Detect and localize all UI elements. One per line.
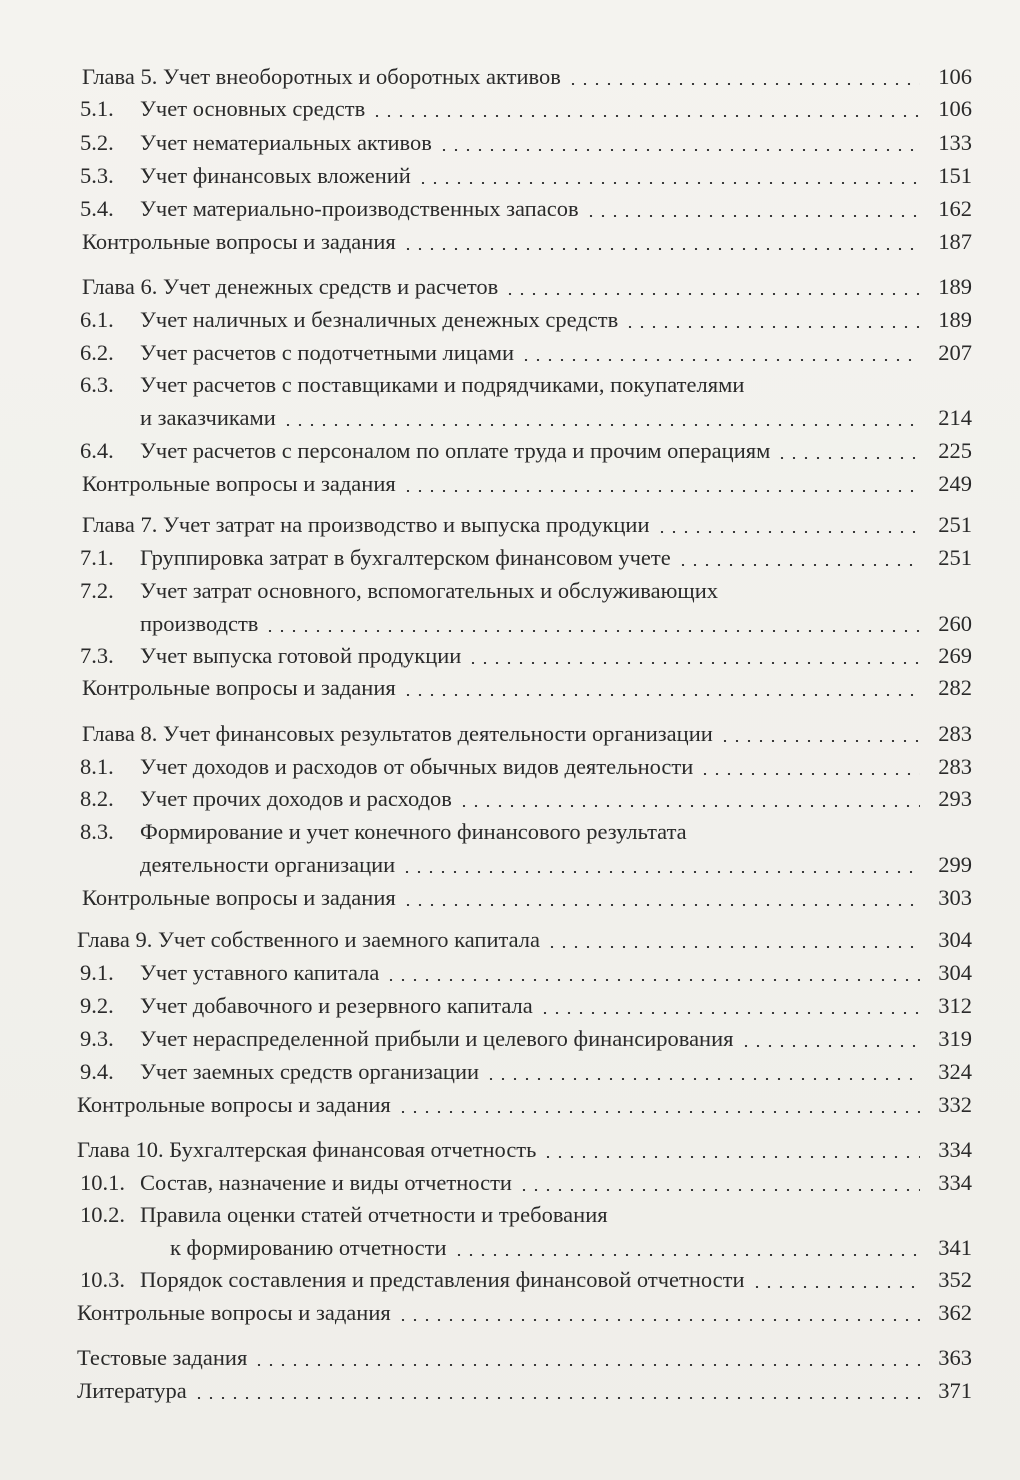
dot-leader (485, 1078, 920, 1080)
dot-leader (438, 149, 920, 151)
toc-entry-number: 6.4. (80, 438, 114, 463)
dot-leader (504, 293, 920, 295)
toc-entry-number: 10.3. (80, 1267, 125, 1292)
toc-section-row[interactable] (80, 543, 972, 573)
toc-page-number: 282 (938, 675, 972, 700)
toc-entry-title: Учет расчетов с персоналом по оплате труда и прочим операциям (140, 438, 771, 463)
dot-leader (567, 83, 920, 85)
dot-leader (656, 531, 920, 533)
toc-entry-number: 8.2. (80, 786, 114, 811)
toc-entry-title: Глава 7. Учет затрат на производство и выпуска продукции (82, 512, 650, 537)
toc-entry-number: 5.3. (80, 163, 114, 188)
toc-entry-title: Глава 6. Учет денежных средств и расчетов (82, 274, 499, 299)
toc-entry-title (80, 817, 687, 847)
dot-leader (402, 248, 920, 250)
dot-leader (467, 662, 920, 664)
dot-leader (453, 1254, 920, 1256)
toc-entry-title: Глава 5. Учет внеоборотных и оборотных активов (82, 64, 561, 89)
toc-entry-title: Глава 10. Бухгалтерская финансовая отчетность (77, 1137, 537, 1162)
toc-section-row[interactable] (80, 991, 972, 1021)
toc-entry-title: Учет доходов и расходов от обычных видов деятельности (140, 754, 694, 779)
toc-section-row[interactable] (80, 403, 972, 433)
dot-leader (539, 1012, 920, 1014)
dot-leader (585, 215, 920, 217)
toc-section-row[interactable] (80, 784, 972, 814)
toc-section-row[interactable] (80, 1057, 972, 1087)
dot-leader (751, 1286, 920, 1288)
toc-chapter-row[interactable] (82, 62, 972, 92)
toc-chapter-row[interactable] (82, 719, 972, 749)
dot-leader (253, 1364, 920, 1366)
toc-section-row[interactable] (80, 1024, 972, 1054)
toc-entry-number: 6.2. (80, 340, 114, 365)
toc-section-row[interactable] (80, 436, 972, 466)
toc-page-number: 269 (938, 643, 972, 668)
toc-entry-title: Порядок составления и представления финансовой отчетности (140, 1267, 745, 1292)
toc-chapter-row[interactable] (82, 272, 972, 302)
dot-leader (776, 457, 920, 459)
toc-chapter-row[interactable] (82, 883, 972, 913)
toc-entry-title: Учет нематериальных активов (140, 130, 432, 155)
toc-page-number: 207 (938, 340, 972, 365)
toc-entry-number: 9.4. (80, 1059, 114, 1084)
toc-entry-title (80, 576, 718, 606)
toc-entry-number: 6.3. (80, 372, 114, 397)
toc-entry-title: Учет расчетов с подотчетными лицами (140, 340, 515, 365)
dot-leader (542, 1156, 920, 1158)
dot-leader (518, 1189, 920, 1191)
toc-page-number: 251 (938, 512, 972, 537)
dot-leader (402, 694, 920, 696)
toc-entry-number: 5.1. (80, 96, 114, 121)
toc-entry-title: Глава 9. Учет собственного и заемного капитала (77, 927, 540, 952)
toc-entry-number: 9.2. (80, 993, 114, 1018)
toc-section-row[interactable] (80, 1233, 972, 1263)
dot-leader (371, 115, 920, 117)
toc-entry-number: 10.1. (80, 1170, 125, 1195)
toc-entry-title: Учет прочих доходов и расходов (140, 786, 452, 811)
toc-entry-title: Учет уставного капитала (140, 960, 380, 985)
toc-page-number: 214 (938, 405, 972, 430)
toc-page-number: 260 (938, 611, 972, 636)
toc-entry-number: 9.1. (80, 960, 114, 985)
toc-chapter-row[interactable] (82, 673, 972, 703)
toc-entry-number: 8.1. (80, 754, 114, 779)
dot-leader (520, 359, 920, 361)
toc-entry-title: Контрольные вопросы и задания (82, 885, 396, 910)
toc-entry-number: 5.4. (80, 196, 114, 221)
toc-entry-title: деятельности организации (140, 852, 396, 877)
toc-entry-title: производств (140, 611, 259, 636)
toc-entry-title: Состав, назначение и виды отчетности (140, 1170, 512, 1195)
toc-entry-title: Учет финансовых вложений (140, 163, 411, 188)
toc-page-number: 304 (938, 927, 972, 952)
toc-section-row[interactable] (80, 128, 972, 158)
toc-page-number: 151 (938, 163, 972, 188)
dot-leader (458, 805, 920, 807)
toc-section-row[interactable] (80, 609, 972, 639)
toc-entry-title: Учет основных средств (140, 96, 366, 121)
toc-page-number: 319 (938, 1026, 972, 1051)
toc-page-number: 362 (938, 1300, 972, 1325)
toc-page-number: 189 (938, 307, 972, 332)
toc-chapter-row[interactable] (82, 469, 972, 499)
toc-entry-title: Учет материально-производственных запасов (140, 196, 579, 221)
dot-leader (624, 326, 920, 328)
toc-entry-title (80, 1200, 608, 1230)
toc-page-number: 251 (938, 545, 972, 570)
toc-entry-number: 6.1. (80, 307, 114, 332)
toc-entry-number: 10.2. (80, 1202, 125, 1227)
dot-leader (740, 1045, 921, 1047)
toc-section-row[interactable] (80, 305, 972, 335)
dot-leader (699, 773, 920, 775)
dot-leader (417, 182, 920, 184)
toc-entry-title-text: Правила оценки статей отчетности и требования (140, 1202, 608, 1227)
toc-entry-title-text: Учет расчетов с поставщиками и подрядчиками, покупателями (140, 372, 745, 397)
toc-section-row[interactable] (80, 850, 972, 880)
toc-page-number: 303 (938, 885, 972, 910)
dot-leader (397, 1111, 920, 1113)
toc-section-row[interactable] (80, 161, 972, 191)
toc-page-number: 189 (938, 274, 972, 299)
toc-entry-number: 7.2. (80, 578, 114, 603)
toc-section-row[interactable] (80, 752, 972, 782)
dot-leader (546, 946, 920, 948)
toc-section-row[interactable] (80, 94, 972, 124)
toc-entry-title: Тестовые задания (77, 1345, 248, 1370)
toc-entry-number: 7.1. (80, 545, 114, 570)
toc-entry-title: Учет добавочного и резервного капитала (140, 993, 533, 1018)
toc-entry-title: Учет наличных и безналичных денежных средств (140, 307, 619, 332)
toc-page-number: 293 (938, 786, 972, 811)
toc-page-number: 283 (938, 721, 972, 746)
toc-entry-title: Учет заемных средств организации (140, 1059, 480, 1084)
toc-chapter-row[interactable] (77, 1135, 972, 1165)
toc-entry-title: Контрольные вопросы и задания (82, 471, 396, 496)
toc-page-number: 363 (938, 1345, 972, 1370)
toc-page-number: 249 (938, 471, 972, 496)
toc-page-number: 334 (938, 1137, 972, 1162)
toc-entry-title: Контрольные вопросы и задания (77, 1300, 391, 1325)
toc-entry-title-text: Формирование и учет конечного финансового результата (140, 819, 687, 844)
toc-page-number: 106 (938, 96, 972, 121)
toc-chapter-row[interactable] (82, 510, 972, 540)
toc-entry-title: Литература (77, 1378, 187, 1403)
toc-entry-title: Учет выпуска готовой продукции (140, 643, 462, 668)
toc-page-number: 133 (938, 130, 972, 155)
dot-leader (193, 1397, 920, 1399)
toc-section-row[interactable] (80, 958, 972, 988)
toc-page-number: 334 (938, 1170, 972, 1195)
toc-page-number: 283 (938, 754, 972, 779)
toc-section-row[interactable] (80, 338, 972, 368)
toc-entry-title: к формированию отчетности (170, 1235, 447, 1260)
toc-entry-title: Контрольные вопросы и задания (82, 229, 396, 254)
toc-page-number: 304 (938, 960, 972, 985)
toc-entry-title: Контрольные вопросы и задания (77, 1092, 391, 1117)
dot-leader (402, 904, 920, 906)
dot-leader (677, 564, 920, 566)
toc-chapter-row[interactable] (77, 1343, 972, 1373)
toc-section-row[interactable] (80, 1265, 972, 1295)
toc-page-number: 162 (938, 196, 972, 221)
toc-section-row[interactable] (80, 641, 972, 671)
dot-leader (264, 630, 920, 632)
toc-section-row[interactable] (80, 194, 972, 224)
toc-chapter-row[interactable] (77, 925, 972, 955)
toc-page-number: 341 (938, 1235, 972, 1260)
toc-page-number: 225 (938, 438, 972, 463)
toc-entry-title (80, 370, 744, 400)
toc-entry-title: Контрольные вопросы и задания (82, 675, 396, 700)
dot-leader (385, 979, 920, 981)
toc-page-number: 106 (938, 64, 972, 89)
toc-entry-title: Учет нераспределенной прибыли и целевого финансирования (140, 1026, 734, 1051)
dot-leader (719, 740, 920, 742)
toc-page-number: 332 (938, 1092, 972, 1117)
toc-page-number: 299 (938, 852, 972, 877)
toc-entry-title-text: Учет затрат основного, вспомогательных и обслуживающих (140, 578, 719, 603)
toc-page-number: 312 (938, 993, 972, 1018)
dot-leader (282, 424, 920, 426)
toc-entry-title: и заказчиками (140, 405, 276, 430)
toc-chapter-row[interactable] (82, 227, 972, 257)
dot-leader (401, 871, 920, 873)
toc-page-number: 324 (938, 1059, 972, 1084)
toc-entry-number: 5.2. (80, 130, 114, 155)
toc-chapter-row[interactable] (77, 1090, 972, 1120)
toc-chapter-row[interactable] (77, 1376, 972, 1406)
toc-page-number: 371 (938, 1378, 972, 1403)
toc-section-row[interactable] (80, 1168, 972, 1198)
toc-entry-number: 7.3. (80, 643, 114, 668)
toc-chapter-row[interactable] (77, 1298, 972, 1328)
dot-leader (402, 490, 920, 492)
dot-leader (397, 1319, 920, 1321)
toc-entry-title: Группировка затрат в бухгалтерском финансовом учете (140, 545, 671, 570)
toc-entry-title: Глава 8. Учет финансовых результатов деятельности организации (82, 721, 713, 746)
toc-page-number: 187 (938, 229, 972, 254)
toc-entry-number: 8.3. (80, 819, 114, 844)
toc-entry-number: 9.3. (80, 1026, 114, 1051)
toc-page-number: 352 (938, 1267, 972, 1292)
